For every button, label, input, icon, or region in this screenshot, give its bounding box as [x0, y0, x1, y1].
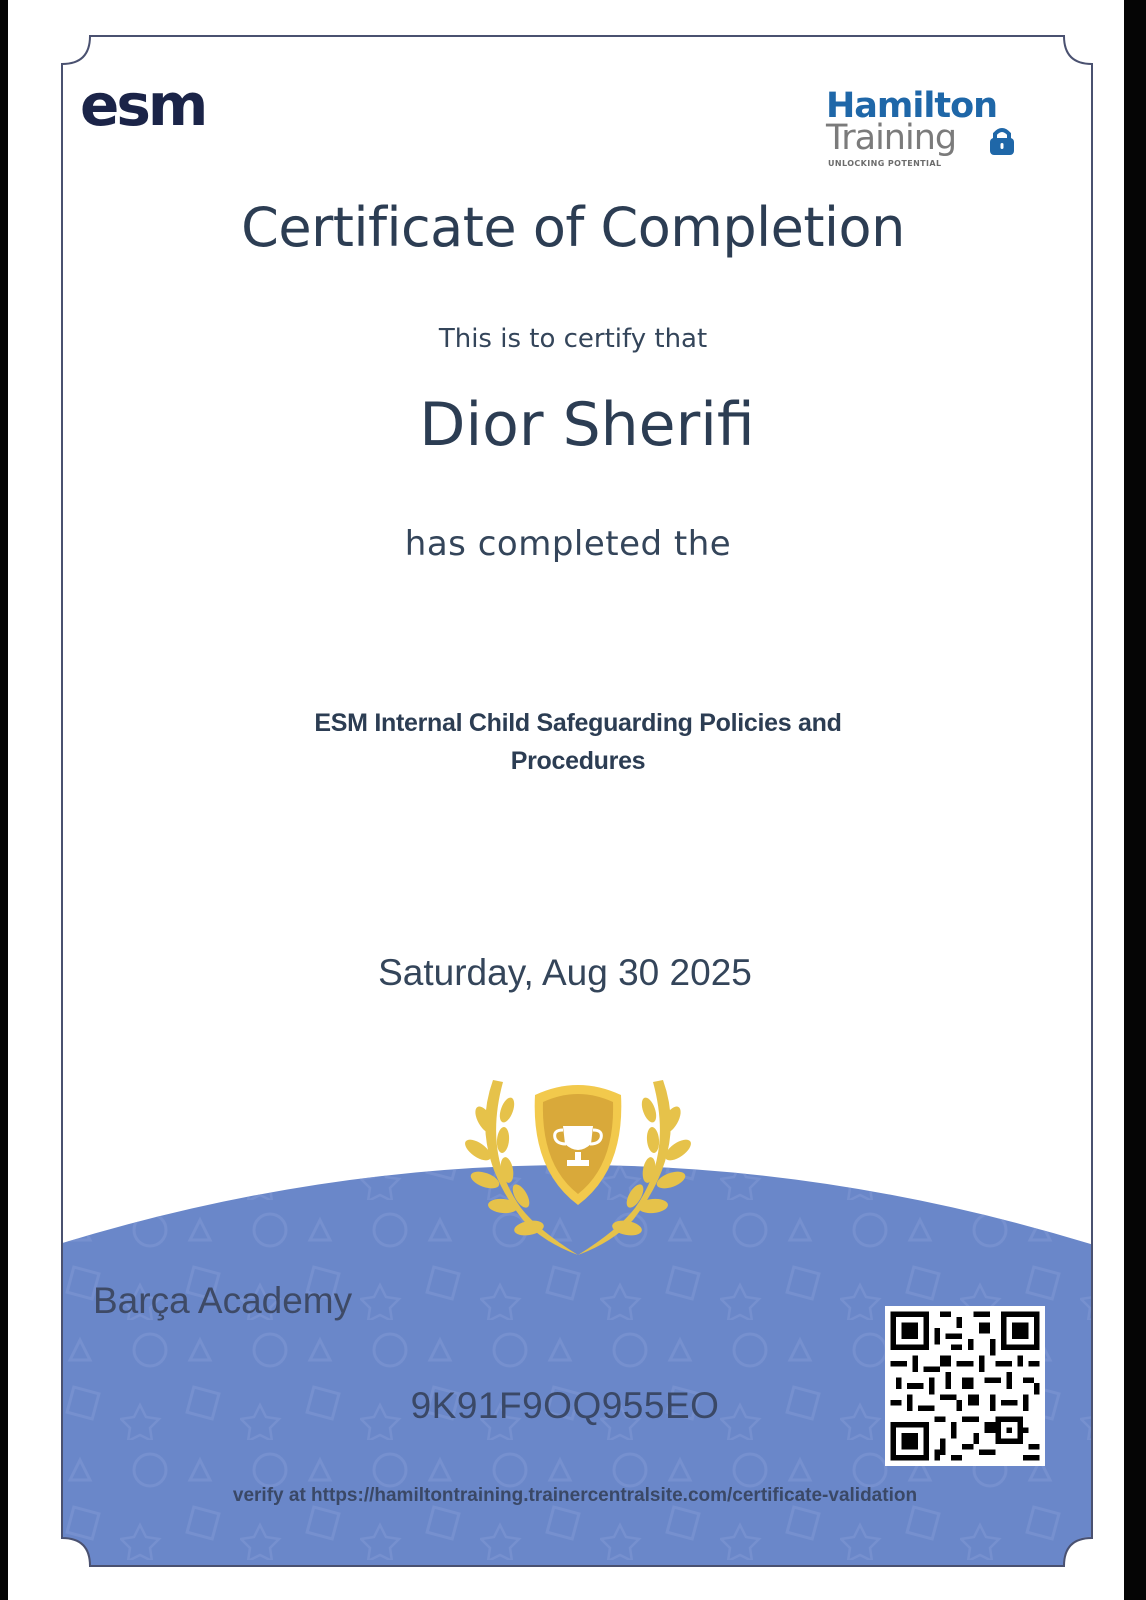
certificate-id: 9K91F9OQ955EO: [410, 1385, 720, 1426]
qr-code-icon: [885, 1306, 1045, 1466]
trophy-shield-laurel-icon: [463, 1060, 693, 1260]
logo-word-training: Training: [826, 118, 957, 158]
completion-date: Saturday, Aug 30 2025: [378, 952, 752, 993]
certify-intro: This is to certify that: [438, 324, 708, 354]
verify-url-text: verify at https://hamiltontraining.trainercentralsite.com/certificate-validation: [232, 1485, 918, 1506]
hamilton-training-logo: [826, 88, 1026, 172]
certificate-title: Certificate of Completion: [241, 196, 905, 259]
completed-text: has completed the: [404, 524, 732, 564]
course-name: ESM Internal Child Safeguarding Policies and Procedures: [314, 709, 842, 775]
logo-tagline: UNLOCKING POTENTIAL: [828, 159, 942, 168]
logo-word-hamilton: Hamilton: [826, 86, 998, 126]
svg-text:esm: esm: [80, 80, 206, 130]
padlock-icon: [986, 125, 1018, 157]
esm-logo: [80, 80, 220, 130]
recipient-name: Dior Sherifi: [419, 390, 755, 460]
academy-name: Barça Academy: [93, 1280, 353, 1321]
